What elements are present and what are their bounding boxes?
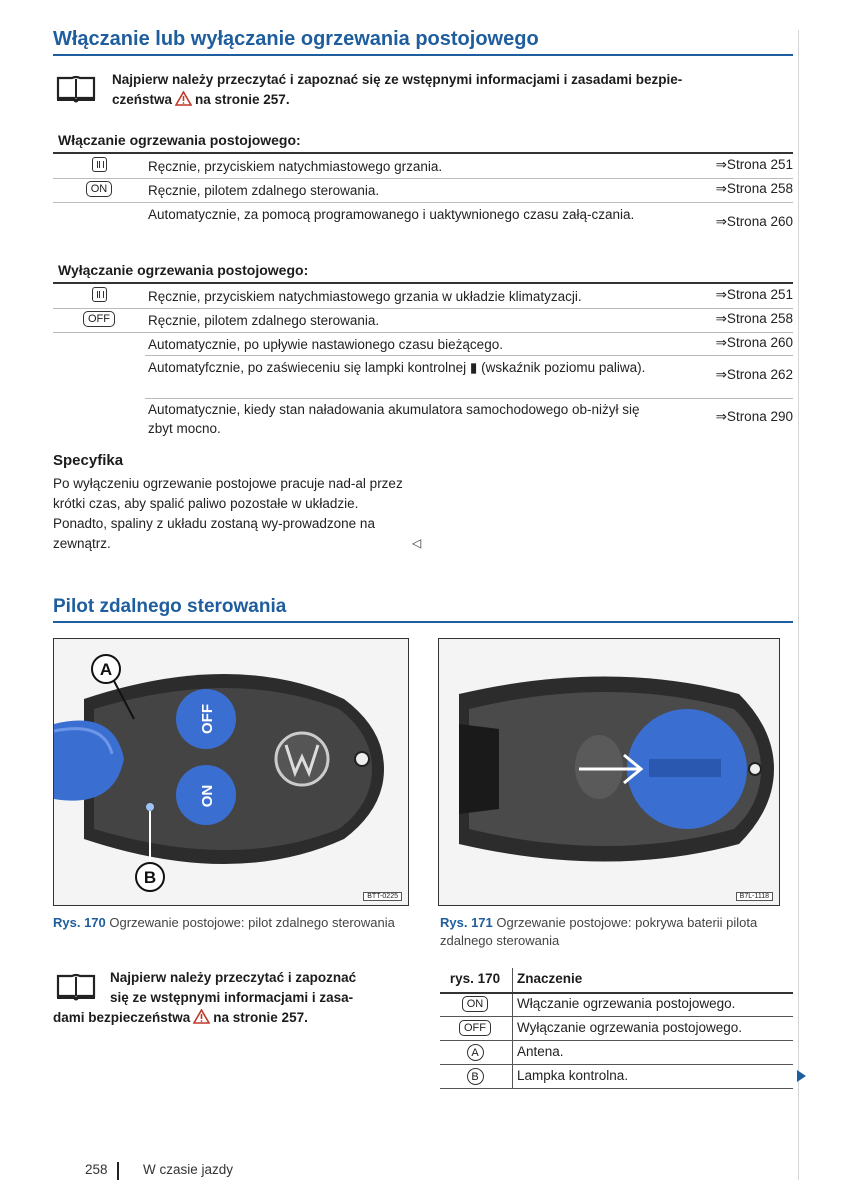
footer-separator [117, 1162, 119, 1180]
safety-note-2-text-a: dami bezpieczeństwa [53, 1010, 191, 1025]
safety-note-text-b: na stronie 257. [195, 92, 290, 107]
off-row [53, 310, 793, 332]
row-divider [53, 308, 793, 309]
row-meaning: Włączanie ogrzewania postojowego. [517, 996, 736, 1011]
col-header-figure: rys. 170 [449, 971, 501, 986]
row-meaning: Lampka kontrolna. [517, 1068, 629, 1083]
caption-text: Ogrzewanie postojowe: pokrywa baterii pilota zdalnego sterowania [440, 915, 758, 948]
on-heading-rule [53, 152, 793, 154]
table-row [440, 1017, 793, 1041]
off-heading-rule [53, 282, 793, 284]
on-key-badge: ON [86, 181, 113, 197]
off-heading: Wyłączanie ogrzewania postojowego: [58, 262, 309, 278]
row-divider [53, 202, 793, 203]
table-row [440, 993, 793, 1017]
remote-control-illustration [54, 639, 409, 906]
on-row [53, 205, 793, 245]
figure-171 [438, 638, 780, 906]
safety-note-2-top [110, 968, 410, 1008]
figure-code: BTT-0225 [363, 892, 402, 901]
caption-171 [440, 914, 790, 950]
section-title: Pilot zdalnego sterowania [53, 596, 287, 617]
remote-battery-cover-illustration [439, 639, 780, 906]
table-row [440, 1041, 793, 1065]
on-heading: Włączanie ogrzewania postojowego: [58, 132, 301, 148]
page-edge-line [798, 30, 799, 1180]
table-header [440, 968, 793, 992]
row-desc: Automatyfcznie, po zaświeceniu się lampki kontrolnej ▮ (wskaźnik poziomu paliwa). [148, 360, 646, 375]
row-divider [53, 332, 793, 333]
page-ref: ⇒Strona 260 [715, 214, 793, 229]
off-row [53, 400, 793, 440]
figure-code: B7L-1118 [736, 892, 773, 901]
row-desc: Automatycznie, za pomocą programowanego i uaktywnionego czasu załą-czania. [148, 207, 635, 222]
figure-170 [53, 638, 409, 906]
on-row [53, 156, 793, 178]
continue-arrow-icon [797, 1070, 806, 1082]
off-row [53, 358, 793, 398]
row-desc: Ręcznie, pilotem zdalnego sterowania. [148, 313, 380, 328]
page-ref: ⇒Strona 258 [715, 311, 793, 326]
spec-text: Po wyłączeniu ogrzewanie postojowe pracuje nad-al przez krótki czas, aby spalić paliwo pozostałe w układzie. Ponadto, spaliny z układu zostaną wy-prowadzone na zewnątrz. [53, 476, 403, 551]
on-row [53, 180, 793, 202]
label-a: A [99, 660, 113, 679]
table-row [440, 1065, 793, 1089]
row-meaning: Antena. [517, 1044, 564, 1059]
spec-heading: Specyfika [53, 452, 124, 469]
circle-a-badge: A [467, 1044, 484, 1061]
warning-triangle-icon [193, 1009, 210, 1024]
on-key-badge: ON [462, 996, 489, 1012]
page-ref: ⇒Strona 251 [715, 157, 793, 172]
page-ref: ⇒Strona 290 [715, 409, 793, 424]
row-desc: Ręcznie, pilotem zdalnego sterowania. [148, 183, 380, 198]
safety-note-text-a: czeństwa [112, 92, 173, 107]
page-ref: ⇒Strona 251 [715, 287, 793, 302]
instant-heat-button-icon [92, 157, 107, 172]
page-ref: ⇒Strona 260 [715, 335, 793, 350]
safety-note-2-line1: Najpierw należy przeczytać i zapoznać [110, 970, 357, 985]
book-icon [56, 74, 96, 104]
row-divider [440, 1088, 793, 1089]
row-desc: Ręcznie, przyciskiem natychmiastowego grzania. [148, 159, 443, 174]
end-mark: ◁ [412, 536, 422, 550]
off-key-badge: OFF [459, 1020, 491, 1036]
safety-note-line1: Najpierw należy przeczytać i zapoznać się ze wstępnymi informacjami i zasadami bezpie- [112, 72, 683, 87]
label-b: B [143, 868, 157, 887]
row-meaning: Wyłączanie ogrzewania postojowego. [517, 1020, 743, 1035]
off-key-badge: OFF [83, 311, 115, 327]
chapter-name: W czasie jazdy [143, 1162, 234, 1177]
book-icon [56, 972, 96, 1002]
col-header-meaning: Znaczenie [517, 971, 583, 986]
safety-note [112, 70, 792, 110]
row-divider [145, 398, 793, 399]
row-divider [53, 178, 793, 179]
caption-text: Ogrzewanie postojowe: pilot zdalnego sterowania [109, 915, 395, 930]
page-ref: ⇒Strona 262 [715, 367, 793, 382]
row-desc: Automatycznie, kiedy stan naładowania akumulatora samochodowego ob-niżył się zbyt mocno. [148, 402, 640, 436]
row-divider [145, 355, 793, 356]
safety-note-2-bottom [53, 1008, 413, 1028]
section-title-rule [53, 54, 793, 56]
section-title: Włączanie lub wyłączanie ogrzewania postojowego [53, 28, 539, 50]
safety-note-2-text-b: na stronie 257. [213, 1010, 308, 1025]
on-button-label: ON [199, 784, 216, 808]
off-button-label: OFF [199, 704, 216, 734]
caption-170 [53, 914, 413, 932]
row-desc: Automatycznie, po upływie nastawionego czasu bieżącego. [148, 337, 503, 352]
off-row [53, 286, 793, 308]
page-number: 258 [85, 1162, 108, 1177]
safety-note-line2 [112, 90, 792, 110]
instant-heat-button-icon [92, 287, 107, 302]
safety-note-2-line2: się ze wstępnymi informacjami i zasa- [110, 990, 354, 1005]
section-title-rule [53, 621, 793, 623]
row-desc: Ręcznie, przyciskiem natychmiastowego grzania w układzie klimatyzacji. [148, 289, 582, 304]
page-ref: ⇒Strona 258 [715, 181, 793, 196]
caption-number: Rys. 171 [440, 915, 493, 930]
circle-b-badge: B [467, 1068, 484, 1085]
warning-triangle-icon [175, 91, 192, 106]
caption-number: Rys. 170 [53, 915, 106, 930]
off-row [53, 334, 793, 356]
